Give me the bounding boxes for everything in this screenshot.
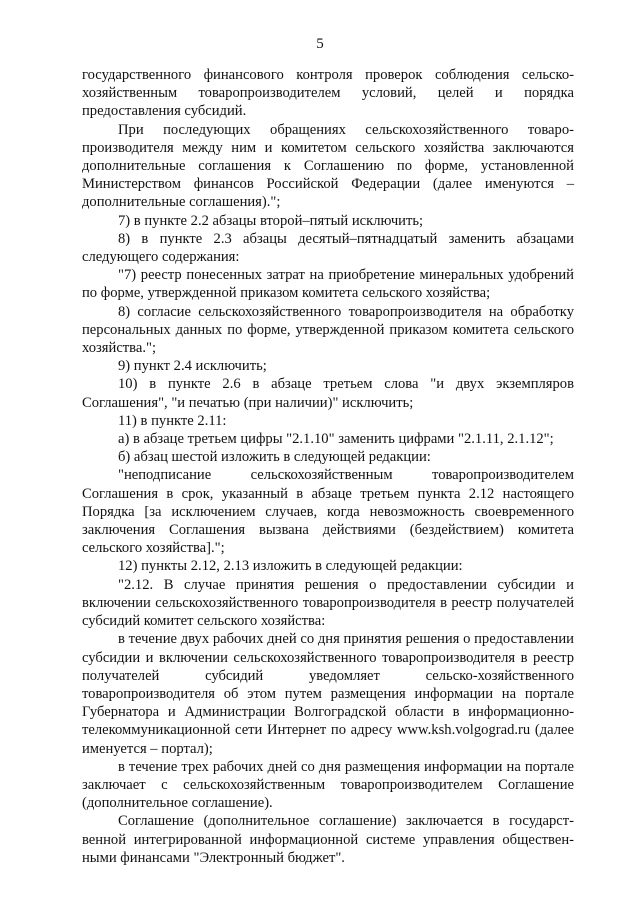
paragraph-item-10: 10) в пункте 2.6 в абзаце третьем слова "и двух экземпляров Соглашения", "и печатью (при наличии)" исключить; <box>82 376 574 411</box>
paragraph-item-9: 9) пункт 2.4 исключить; <box>118 358 267 375</box>
paragraph-item-12: 12) пункты 2.12, 2.13 изложить в следующей редакции: <box>118 558 463 575</box>
paragraph-item-11: 11) в пункте 2.11: <box>118 412 227 429</box>
paragraph-quote-8: 8) согласие сельскохозяйственного товаропроизводителя на обработку персональных данных по форме, утвержденной приказом комитета сельского хозяйства."; <box>82 303 574 357</box>
paragraph-item-7: 7) в пункте 2.2 абзацы второй–пятый исключить; <box>118 212 424 229</box>
paragraph-item-11a: а) в абзаце третьем цифры "2.1.10" заменить цифрами "2.1.11, 2.1.12"; <box>118 431 554 448</box>
paragraph-continuation: государственного финансового контроля проверок соблюдения сельско-хозяйственным товаропроизводителем условий, целей и порядка предоставления субсидий. <box>82 67 574 120</box>
paragraph-two-days: в течение двух рабочих дней со дня принятия решения о предоставлении субсидии и включении сельскохозяйственного товаропроизводителя в реестр получателей субсидий уведомляет сельско-хозяйственного товаропроизводителя об этом путем размещения информации на портале Губернатора и Администрации Волгоградской области в информационно-телекоммуникационной сети Интернет по адресу www.ksh.volgograd.ru (далее именуется – портал); <box>82 631 574 757</box>
paragraph-additional-agreements: При последующих обращениях сельскохозяйственного товаро-производителя между ним и комитетом сельского хозяйства заключаются дополнительные соглашения к Соглашению по форме, установленной Министерством финансов Российской Федерации (далее именуются – дополнительные соглашения)."; <box>82 121 574 211</box>
paragraph-three-days: в течение трех рабочих дней со дня размещения информации на портале заключает с сельскохозяйственным товаропроизводителем Соглашение (дополнительное соглашение). <box>82 758 574 812</box>
paragraph-item-11b: б) абзац шестой изложить в следующей редакции: <box>118 449 431 466</box>
paragraph-electronic-budget: Соглашение (дополнительное соглашение) заключается в государст-венной интегрированной информационной системе управления обществен-ными финансами "Электронный бюджет". <box>82 813 574 866</box>
paragraph-quote-7: "7) реестр понесенных затрат на приобретение минеральных удобрений по форме, утвержденной приказом комитета сельского хозяйства; <box>82 267 574 302</box>
page-number: 5 <box>316 36 324 52</box>
paragraph-quote-nonsigning: "неподписание сельскохозяйственным товаропроизводителем Соглашения в срок, указанный в абзаце третьем пункта 2.12 настоящего Порядка [за исключением случаев, когда невозможность своевременного заключения Соглашения вызвана действиями (бездействием) комитета сельского хозяйства]."; <box>82 467 574 557</box>
paragraph-item-8: 8) в пункте 2.3 абзацы десятый–пятнадцатый заменить абзацами следующего содержания: <box>82 230 574 266</box>
paragraph-quote-2-12: "2.12. В случае принятия решения о предоставлении субсидии и включении сельскохозяйственного товаропроизводителя в реестр получателей субсидий комитет сельского хозяйства: <box>82 576 574 630</box>
document-body <box>82 66 574 867</box>
